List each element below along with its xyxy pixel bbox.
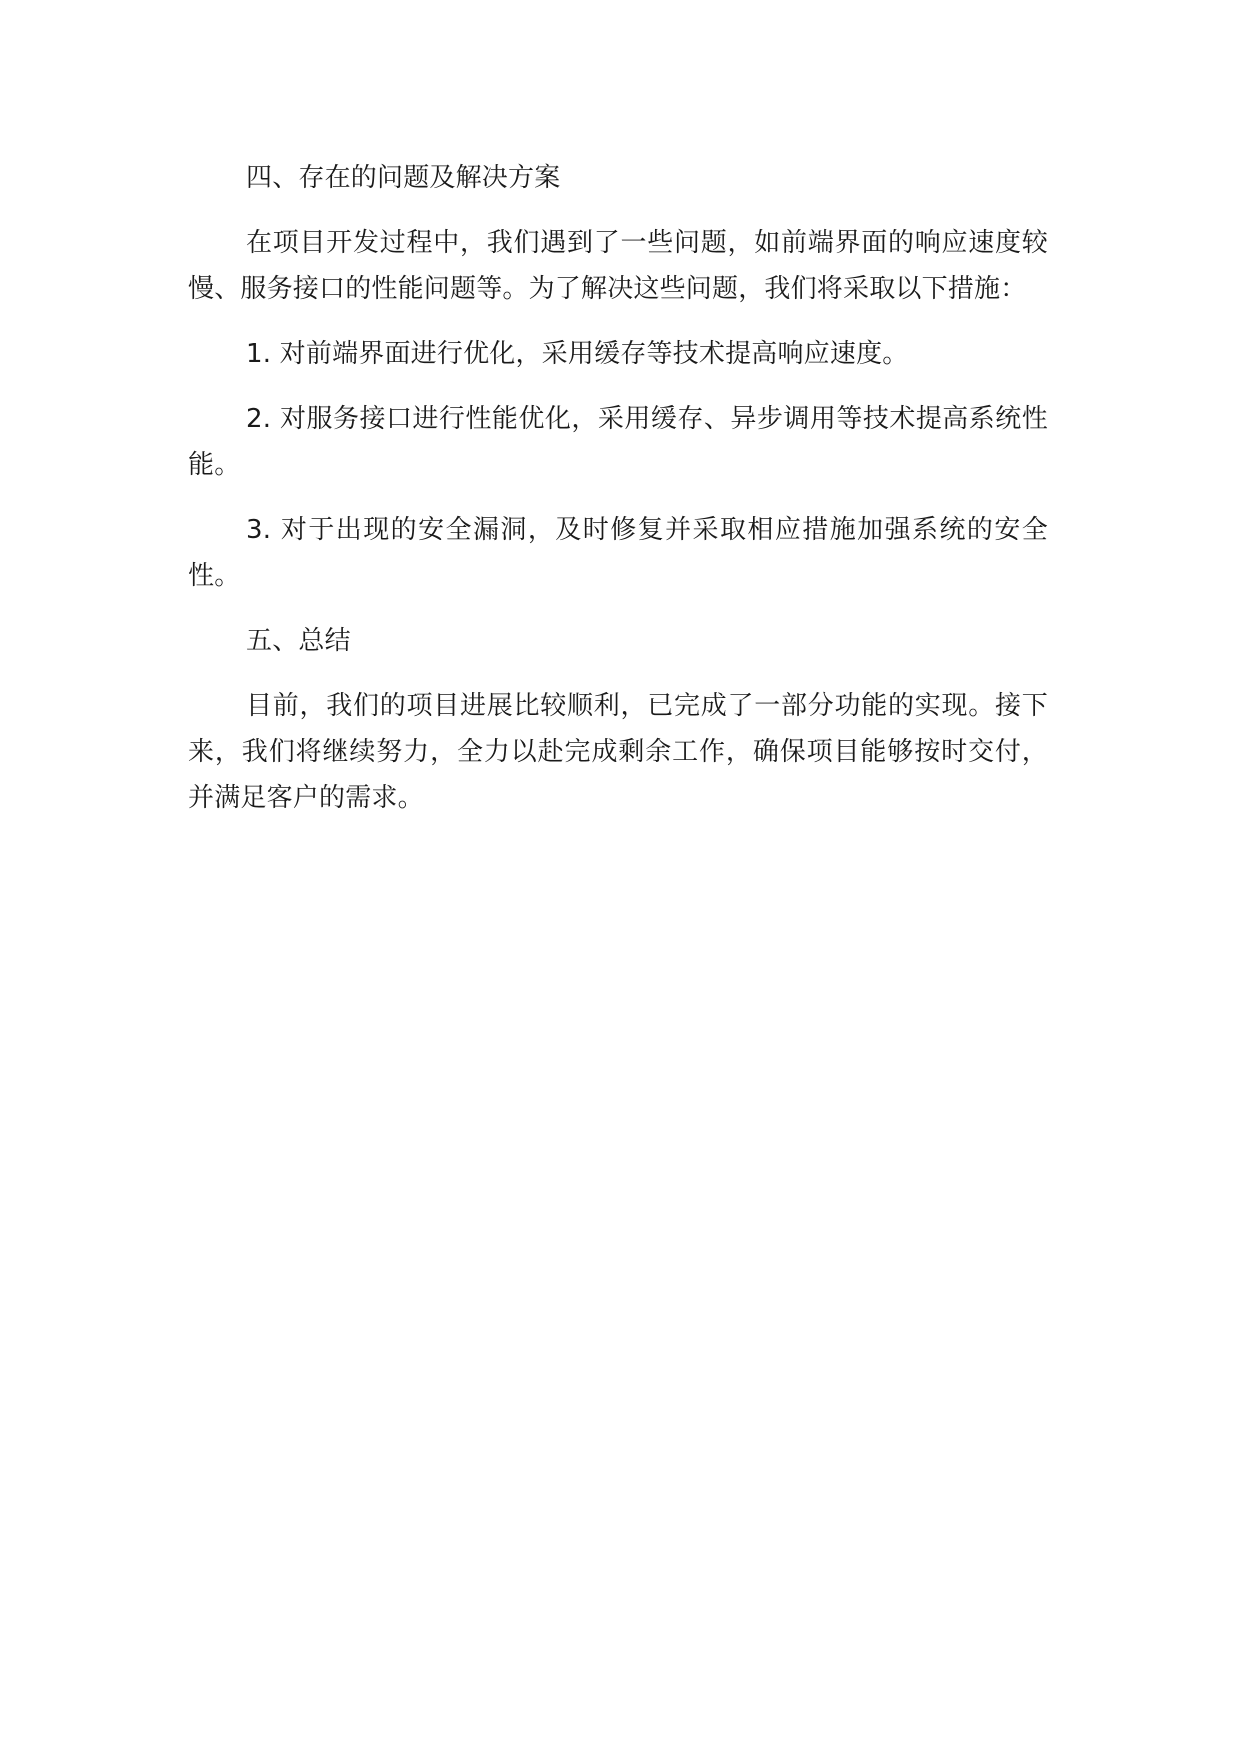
section-4-heading: 四、存在的问题及解决方案 — [246, 163, 561, 193]
measure-item-3: 3. 对于出现的安全漏洞，及时修复并采取相应措施加强系统的安全性。 — [188, 515, 1048, 591]
measure-item-2: 2. 对服务接口进行性能优化，采用缓存、异步调用等技术提高系统性能。 — [188, 404, 1048, 480]
section-5-heading: 五、总结 — [246, 626, 351, 656]
section-4-intro: 在项目开发过程中，我们遇到了一些问题，如前端界面的响应速度较慢、服务接口的性能问题等。为了解决这些问题，我们将采取以下措施： — [188, 228, 1048, 304]
measure-item-1: 1. 对前端界面进行优化，采用缓存等技术提高响应速度。 — [246, 339, 909, 369]
section-5-body: 目前，我们的项目进展比较顺利，已完成了一部分功能的实现。接下来，我们将继续努力，全力以赴完成剩余工作，确保项目能够按时交付，并满足客户的需求。 — [188, 691, 1048, 813]
document-page — [188, 155, 1048, 840]
